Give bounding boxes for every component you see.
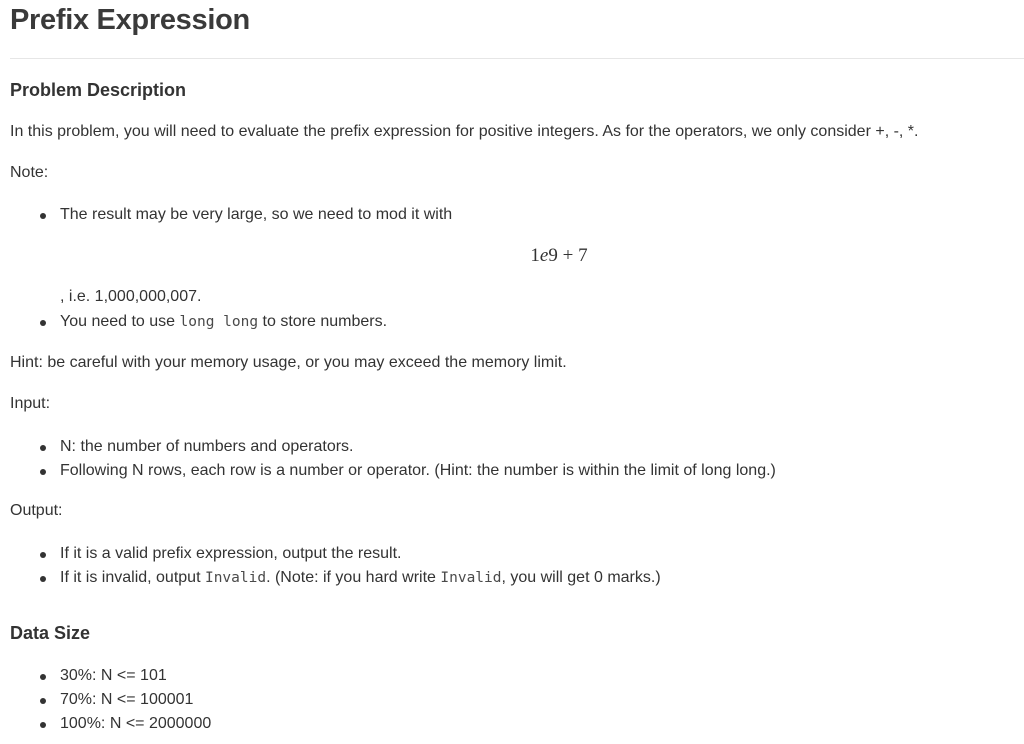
bullet-dot [40, 469, 46, 475]
code-long-long: long long [179, 314, 259, 330]
data-size-item [60, 664, 211, 688]
page-title: Prefix Expression [10, 4, 250, 36]
bullet-dot [40, 213, 46, 219]
data-size-heading: Data Size [10, 623, 91, 643]
data-size-list [0, 664, 211, 736]
note-item-long-long [60, 310, 387, 334]
code-invalid: Invalid [440, 570, 502, 586]
output-item-invalid-after: , you will get 0 marks.) [501, 569, 661, 586]
bullet-dot [40, 674, 46, 680]
hint-text: Hint: be careful with your memory usage, or you may exceed the memory limit. [10, 354, 567, 371]
output-item-valid [60, 542, 661, 566]
bullet-dot [40, 698, 46, 704]
bullet-dot [40, 552, 46, 558]
input-list [0, 435, 776, 483]
note-list-2 [0, 310, 387, 334]
intro-text: In this problem, you will need to evaluate the prefix expression for positive integers. As for the operators, we only consider +, -, *. [10, 123, 919, 140]
input-item-text: N: the number of numbers and operators. [60, 438, 354, 455]
note-item-mod [60, 203, 452, 227]
data-size-item-text: 30%: N <= 101 [60, 667, 167, 684]
problem-description-heading: Problem Description [10, 80, 187, 100]
note-item-mod-text: The result may be very large, so we need to mod it with [60, 206, 453, 223]
output-item-valid-text: If it is a valid prefix expression, output the result. [60, 545, 402, 562]
data-size-item [60, 688, 211, 712]
bullet-dot [40, 722, 46, 728]
output-item-invalid [60, 566, 661, 590]
note-item-long-long-after: to store numbers. [258, 313, 388, 330]
input-label: Input: [10, 395, 51, 412]
data-size-item [60, 712, 211, 736]
output-list [0, 542, 661, 590]
note-item-mod-suffix: , i.e. 1,000,000,007. [60, 288, 202, 305]
data-size-item-text: 70%: N <= 100001 [60, 691, 194, 708]
bullet-dot [40, 445, 46, 451]
math-modulus [0, 245, 1024, 267]
output-item-invalid-before: If it is invalid, output [60, 569, 205, 586]
math-lead: 1 [530, 245, 540, 266]
bullet-dot [40, 576, 46, 582]
code-invalid: Invalid [204, 570, 267, 586]
math-var: e [539, 245, 549, 266]
input-item [60, 459, 776, 483]
input-item [60, 435, 776, 459]
note-item-long-long-before: You need to use [60, 313, 180, 330]
title-divider [10, 58, 1024, 59]
data-size-item-text: 100%: N <= 2000000 [60, 715, 212, 732]
output-label: Output: [10, 502, 63, 519]
output-item-invalid-middle: . (Note: if you hard write [266, 569, 441, 586]
note-list [0, 203, 452, 227]
math-rest: 9 + 7 [548, 245, 588, 266]
note-label: Note: [10, 164, 49, 181]
bullet-dot [40, 320, 46, 326]
input-item-text: Following N rows, each row is a number or operator. (Hint: the number is within the limit of long long.) [60, 462, 776, 479]
